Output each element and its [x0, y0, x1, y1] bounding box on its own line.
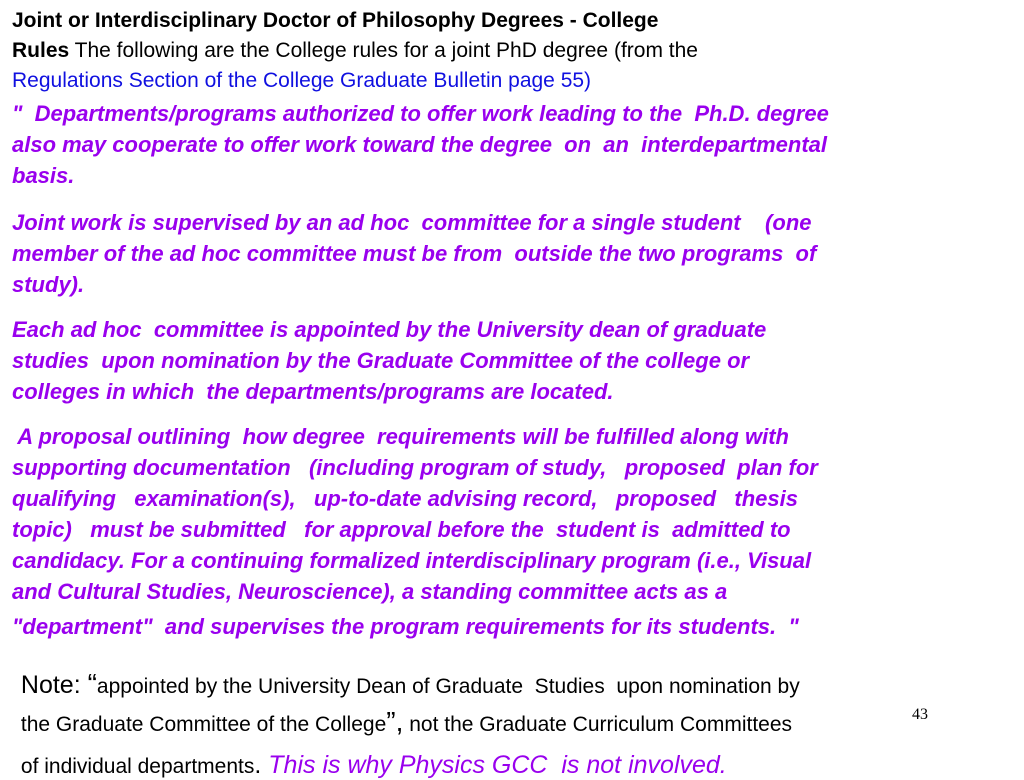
quote-line: studies upon nomination by the Graduate Committee of the college or — [12, 348, 750, 373]
note-open-quote: “ — [87, 668, 97, 699]
note-text: the Graduate Committee of the College — [20, 713, 387, 736]
quote-line: supporting documentation (including program of study, proposed plan for — [12, 455, 818, 480]
note-text: not the Graduate Curriculum Committees — [403, 713, 793, 736]
quote-line: Each ad hoc committee is appointed by the University dean of graduate — [12, 317, 767, 342]
slide-title — [12, 6, 698, 96]
quote-line: basis. — [12, 163, 75, 188]
quote-paragraph-1 — [12, 98, 829, 191]
note-close-quote: ”, — [386, 706, 404, 737]
quote-line: "department" and supervises the program requirements for its students. " — [12, 614, 799, 639]
title-line-1: Joint or Interdisciplinary Doctor of Philosophy Degrees - College — [12, 9, 659, 32]
note-label: Note: — [20, 671, 88, 699]
quote-line: Joint work is supervised by an ad hoc committee for a single student (one — [12, 210, 812, 235]
bulletin-source-link[interactable]: Regulations Section of the College Graduate Bulletin page 55) — [12, 69, 592, 92]
quote-line: candidacy. For a continuing formalized interdisciplinary program (i.e., Visual — [12, 548, 812, 573]
title-intro-text: The following are the College rules for a joint PhD degree (from the — [69, 39, 698, 62]
page-number: 43 — [912, 706, 928, 723]
quote-paragraph-2 — [12, 207, 816, 300]
quote-paragraph-4 — [12, 421, 818, 642]
note-line-2 — [12, 688, 792, 738]
quote-line: also may cooperate to offer work toward the degree on an interdepartmental — [12, 132, 827, 157]
quote-line: and Cultural Studies, Neuroscience), a standing committee acts as a — [12, 579, 728, 604]
quote-line: member of the ad hoc committee must be from outside the two programs of — [12, 241, 817, 266]
quote-line: qualifying examination(s), up-to-date advising record, proposed thesis — [12, 486, 798, 511]
note-text: appointed by the University Dean of Graduate Studies upon nomination by — [96, 675, 800, 698]
quote-line: topic) must be submitted for approval before the student is admitted to — [12, 517, 791, 542]
quote-line: colleges in which the departments/programs are located. — [12, 379, 614, 404]
note-period: . — [254, 751, 262, 779]
note-line-3 — [12, 733, 727, 780]
title-rules-word: Rules — [12, 39, 70, 62]
note-emphasis: This is why Physics GCC is not involved. — [261, 751, 727, 779]
quote-line: A proposal outlining how degree requirements will be fulfilled along with — [12, 424, 789, 449]
quote-paragraph-3 — [12, 314, 766, 407]
quote-line: study). — [12, 272, 85, 297]
quote-line: " Departments/programs authorized to offer work leading to the Ph.D. degree — [12, 101, 829, 126]
note-text: of individual departments — [20, 755, 255, 778]
